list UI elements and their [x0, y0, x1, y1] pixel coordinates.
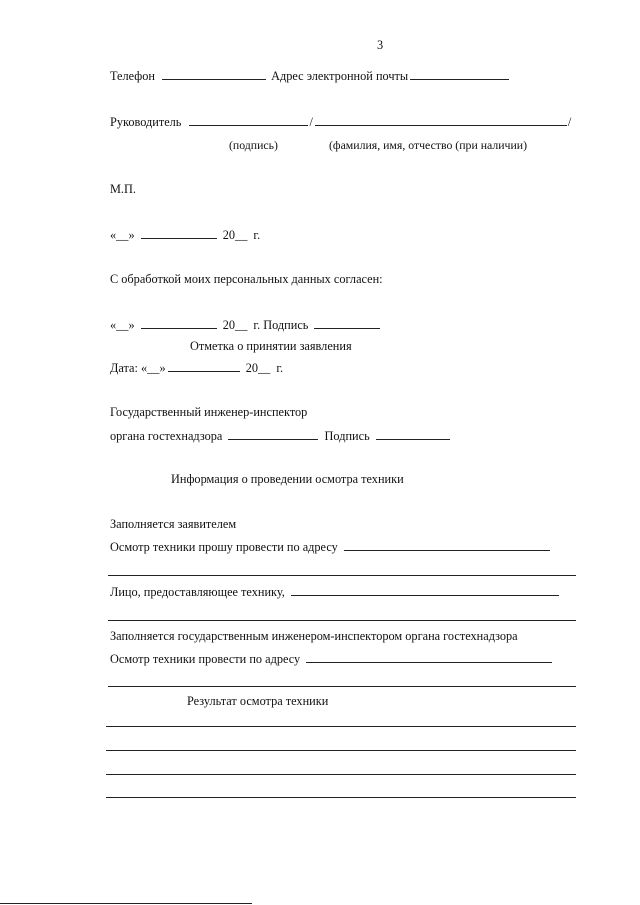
head-signature-field[interactable] — [189, 114, 308, 126]
date-label: Дата: «__» — [110, 361, 166, 375]
year-prefix-1: 20__ — [222, 228, 248, 242]
address-request-row — [110, 539, 550, 554]
address-order-field[interactable] — [306, 651, 552, 663]
stamp-label: М.П. — [110, 182, 136, 196]
year-prefix-2: 20__ — [222, 318, 248, 332]
signature-caption: (подпись) — [229, 138, 278, 152]
phone-row — [110, 68, 509, 83]
year-suffix-1: г. — [253, 228, 261, 242]
address-order-row — [110, 651, 552, 666]
result-line-2[interactable] — [106, 750, 576, 751]
inspector-fills: Заполняется государственным инженером-инспектором органа гостехнадзора — [110, 629, 518, 643]
address-request-field[interactable] — [344, 539, 550, 551]
date-month-field-2[interactable] — [141, 317, 217, 329]
provider-field[interactable] — [291, 584, 559, 596]
inspector-signature-field[interactable] — [376, 428, 450, 440]
result-line-1[interactable] — [106, 726, 576, 727]
consent-text: С обработкой моих персональных данных согласен: — [110, 272, 383, 286]
year-suffix-sign-2: г. Подпись — [253, 318, 309, 332]
head-row — [110, 114, 571, 129]
address-request-line-2[interactable] — [108, 575, 576, 576]
inspector-name-field[interactable] — [228, 428, 318, 440]
phone-field[interactable] — [162, 68, 266, 80]
head-slash-1: / — [309, 115, 313, 129]
result-title: Результат осмотра техники — [187, 694, 329, 708]
date-month-field-1[interactable] — [141, 227, 217, 239]
head-slash-2: / — [567, 115, 572, 129]
inspector-row — [110, 428, 450, 443]
address-order-line-2[interactable] — [108, 686, 576, 687]
phone-label: Телефон — [110, 69, 155, 83]
email-field[interactable] — [410, 68, 509, 80]
inspection-title: Информация о проведении осмотра техники — [171, 472, 404, 486]
fullname-caption: (фамилия, имя, отчество (при наличии) — [329, 138, 528, 152]
result-line-3[interactable] — [106, 774, 576, 775]
inspector-line-1: Государственный инженер-инспектор — [110, 405, 308, 419]
footnote-separator — [0, 903, 252, 904]
head-label: Руководитель — [110, 115, 182, 129]
acceptance-title: Отметка о принятии заявления — [190, 339, 352, 353]
address-request-label: Осмотр техники прошу провести по адресу — [110, 540, 338, 554]
consent-signature-field[interactable] — [314, 317, 380, 329]
provider-label: Лицо, предоставляющее технику, — [110, 585, 285, 599]
page-number: 3 — [377, 38, 384, 52]
applicant-fills: Заполняется заявителем — [110, 517, 237, 531]
date-month-field-3[interactable] — [168, 360, 240, 372]
provider-row — [110, 584, 559, 599]
date-row-1 — [110, 227, 260, 242]
email-label: Адрес электронной почты — [271, 69, 409, 83]
inspector-signature-label: Подпись — [324, 429, 370, 443]
year-prefix-3: 20__ — [245, 361, 271, 375]
result-line-4[interactable] — [106, 797, 576, 798]
address-order-label: Осмотр техники провести по адресу — [110, 652, 301, 666]
year-suffix-3: г. — [276, 361, 284, 375]
date-row-3 — [110, 360, 283, 375]
date-row-2 — [110, 317, 380, 332]
provider-line-2[interactable] — [108, 620, 576, 621]
date-open-2: «__» — [110, 318, 135, 332]
head-fullname-field[interactable] — [315, 114, 567, 126]
date-open-1: «__» — [110, 228, 135, 242]
inspector-line-2: органа гостехнадзора — [110, 429, 223, 443]
